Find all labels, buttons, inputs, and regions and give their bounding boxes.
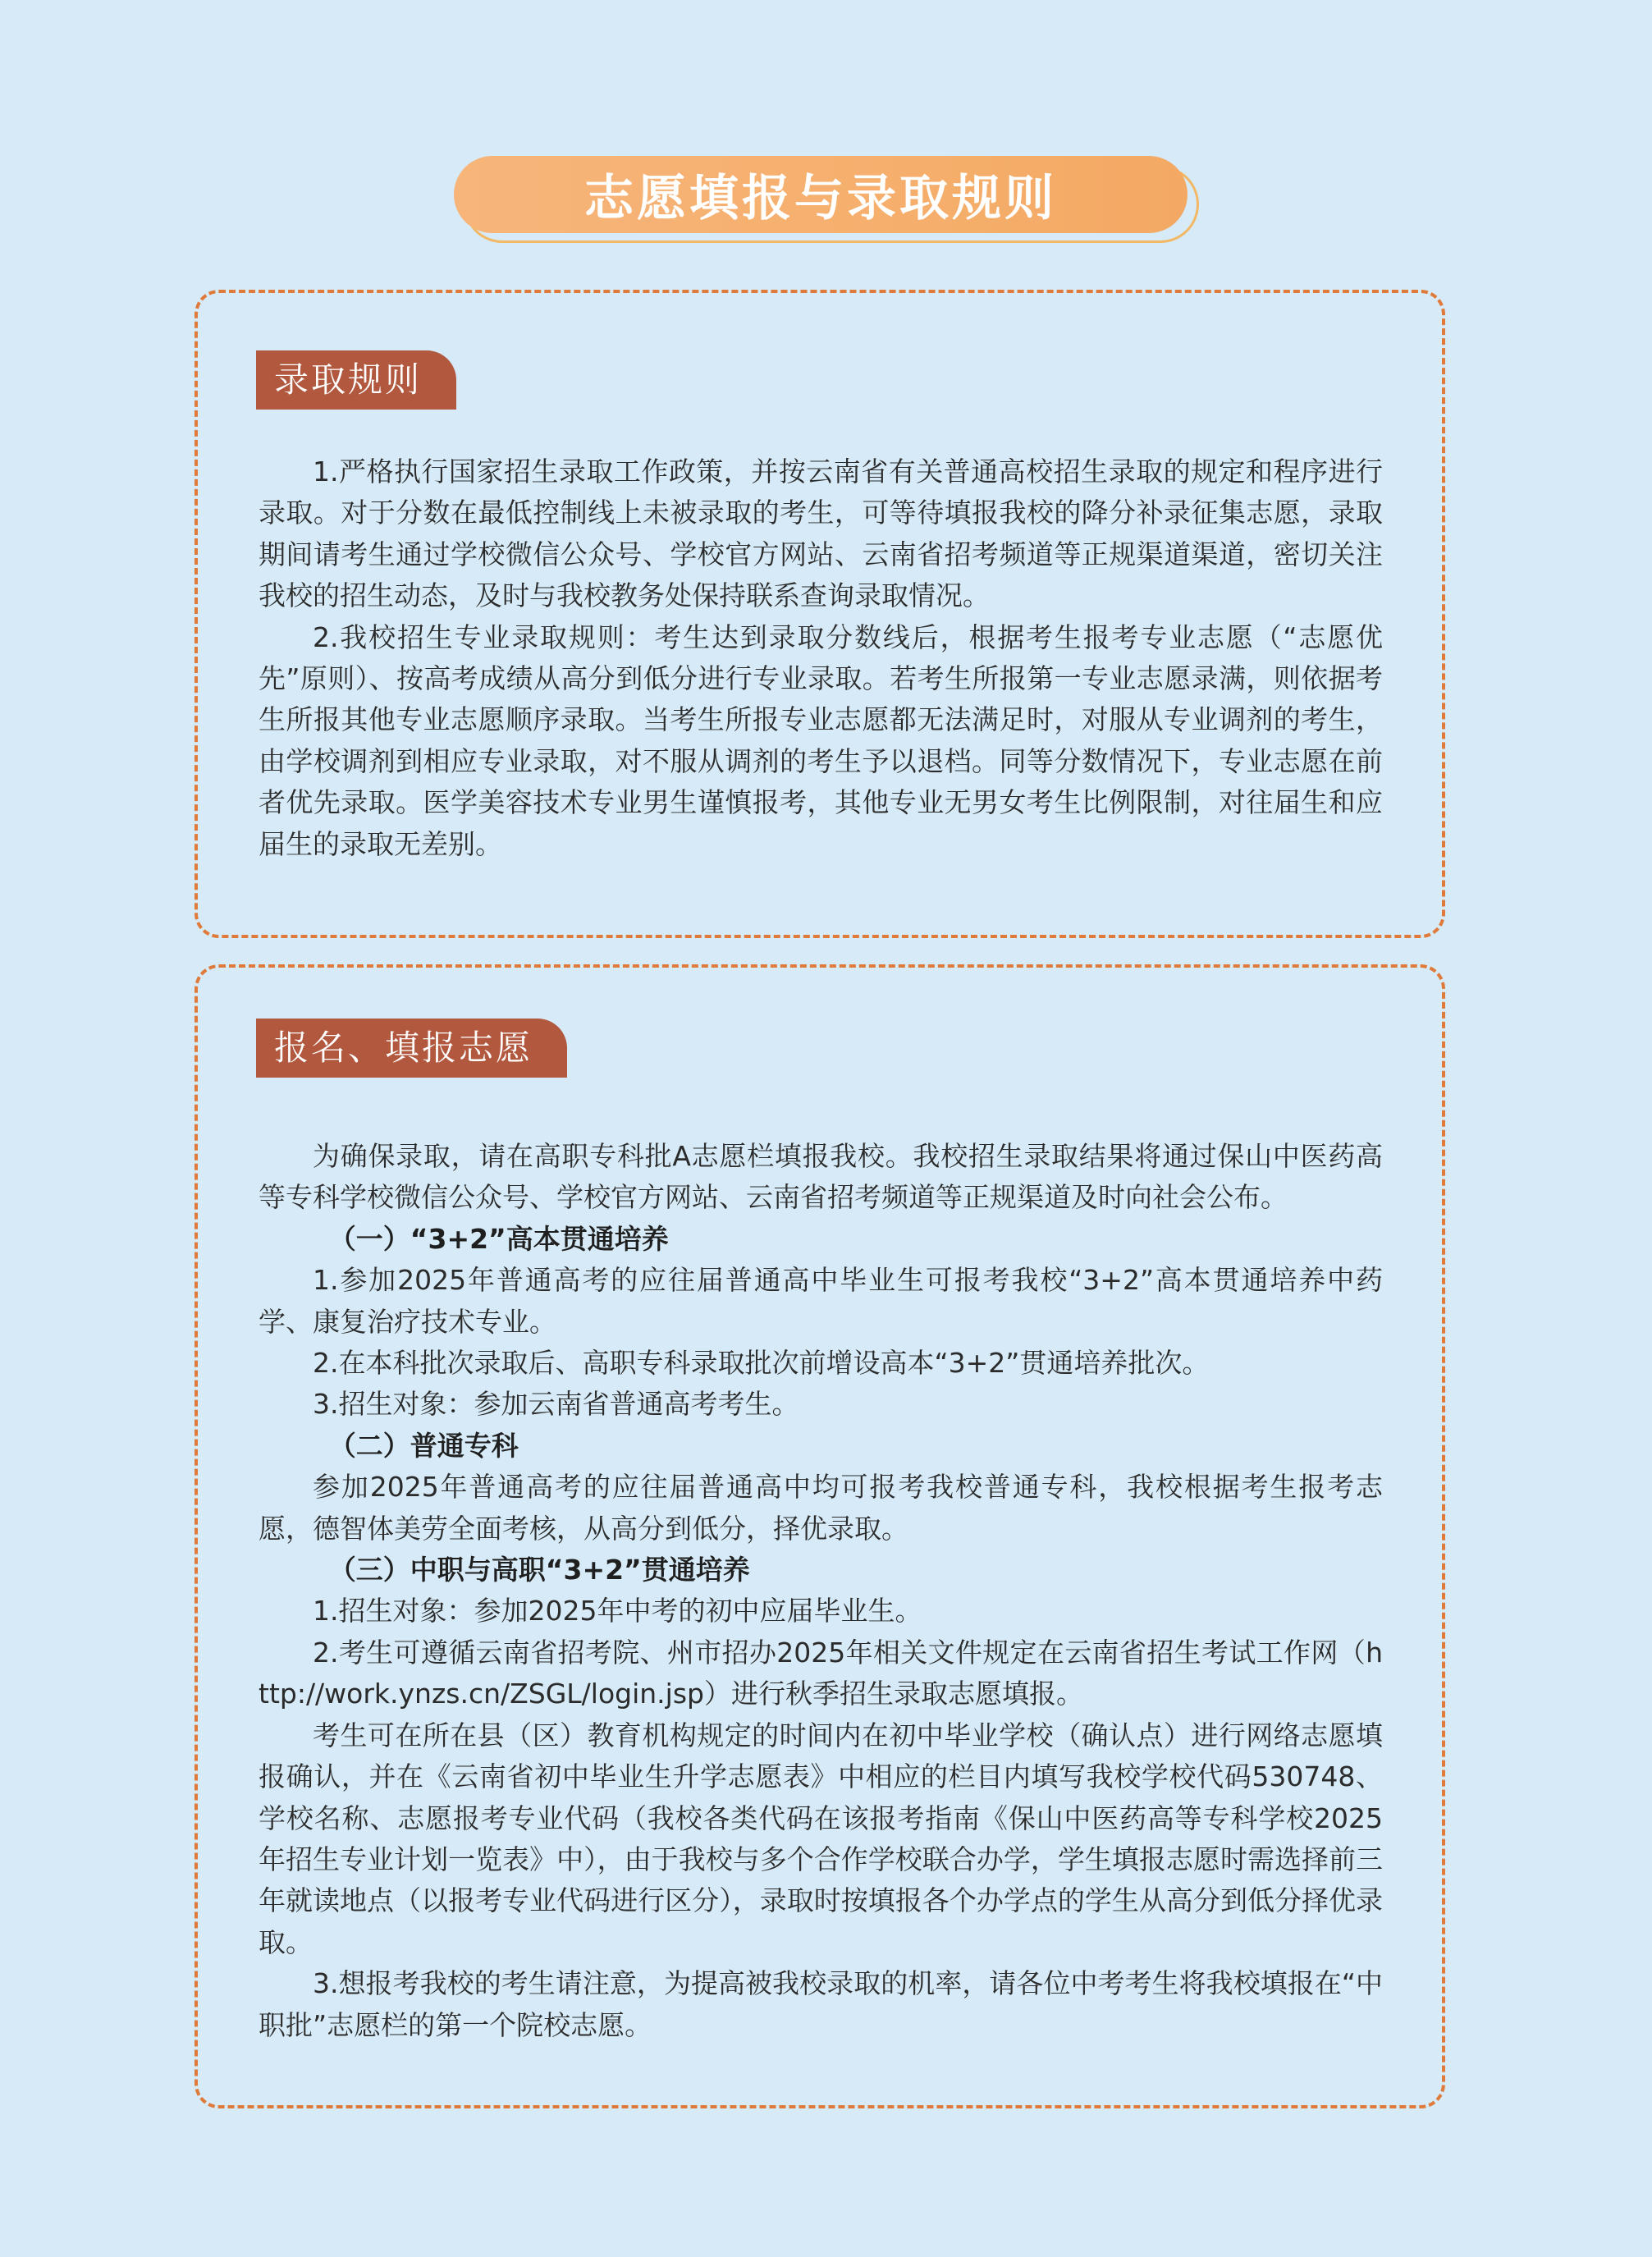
admission-rules-card [194, 290, 1445, 938]
paragraph: 2.在本科批次录取后、高职专科录取批次前增设高本“3+2”贯通培养批次。 [313, 1347, 1210, 1380]
subheading: （三）中职与高职“3+2”贯通培养 [328, 1554, 750, 1586]
subheading: （二）普通专科 [328, 1429, 519, 1462]
section-tag: 录取规则 [256, 350, 456, 410]
title-banner-fill [454, 156, 1188, 233]
paragraph: 1.招生对象：参加2025年中考的初中应届毕业生。 [313, 1595, 922, 1628]
application-card [194, 964, 1445, 2108]
paragraph: 参加2025年普通高考的应往届普通高中均可报考我校普通专科，我校根据考生报考志愿，德智体美劳全面考核，从高分到低分，择优录取。 [259, 1471, 1383, 1545]
paragraph: 2.考生可遵循云南省招考院、州市招办2025年相关文件规定在云南省招生考试工作网（http://work.ynzs.cn/ZSGL/login.jsp）进行秋季招生录取志愿填报。 [259, 1636, 1383, 1710]
paragraph: 1.参加2025年普通高考的应往届普通高中毕业生可报考我校“3+2”高本贯通培养中药学、康复治疗技术专业。 [259, 1264, 1383, 1338]
paragraph: 1.严格执行国家招生录取工作政策，并按云南省有关普通高校招生录取的规定和程序进行录取。对于分数在最低控制线上未被录取的考生，可等待填报我校的降分补录征集志愿，录取期间请考生通过学校微信公众号、学校官方网站、云南省招考频道等正规渠道渠道，密切关注我校的招生动态，及时与我校教务处保持联系查询录取情况。 [259, 456, 1383, 612]
paragraph: 为确保录取，请在高职专科批A志愿栏填报我校。我校招生录取结果将通过保山中医药高等专科学校微信公众号、学校官方网站、云南省招考频道等正规渠道及时向社会公布。 [259, 1140, 1383, 1214]
section-body [259, 451, 1383, 865]
paragraph: 考生可在所在县（区）教育机构规定的时间内在初中毕业学校（确认点）进行网络志愿填报确认，并在《云南省初中毕业生升学志愿表》中相应的栏目内填写我校学校代码530748、学校名称、志愿报考专业代码（我校各类代码在该报考指南《保山中医药高等专科学校2025年招生专业计划一览表》中），由于我校与多个合作学校联合办学，学生填报志愿时需选择前三年就读地点（以报考专业代码进行区分），录取时按填报各个办学点的学生从高分到低分择优录取。 [259, 1719, 1383, 1958]
paragraph: 3.想报考我校的考生请注意，为提高被我校录取的机率，请各位中考考生将我校填报在“中职批”志愿栏的第一个院校志愿。 [259, 1967, 1383, 2041]
page-title: 志愿填报与录取规则 [584, 170, 1057, 227]
title-banner [454, 156, 1199, 243]
paragraph: 3.招生对象：参加云南省普通高考考生。 [313, 1388, 799, 1421]
paragraph: 2.我校招生专业录取规则：考生达到录取分数线后，根据考生报考专业志愿（“志愿优先”原则）、按高考成绩从高分到低分进行专业录取。若考生所报第一专业志愿录满，则依据考生所报其他专业志愿顺序录取。当考生所报专业志愿都无法满足时，对服从专业调剂的考生，由学校调剂到相应专业录取，对不服从调剂的考生予以退档。同等分数情况下，专业志愿在前者优先录取。医学美容技术专业男生谨慎报考，其他专业无男女考生比例限制，对往届生和应届生的录取无差别。 [259, 620, 1383, 860]
subheading: （一）“3+2”高本贯通培养 [328, 1222, 669, 1255]
section-tag: 报名、填报志愿 [256, 1019, 567, 1078]
section-body [259, 1136, 1383, 2046]
